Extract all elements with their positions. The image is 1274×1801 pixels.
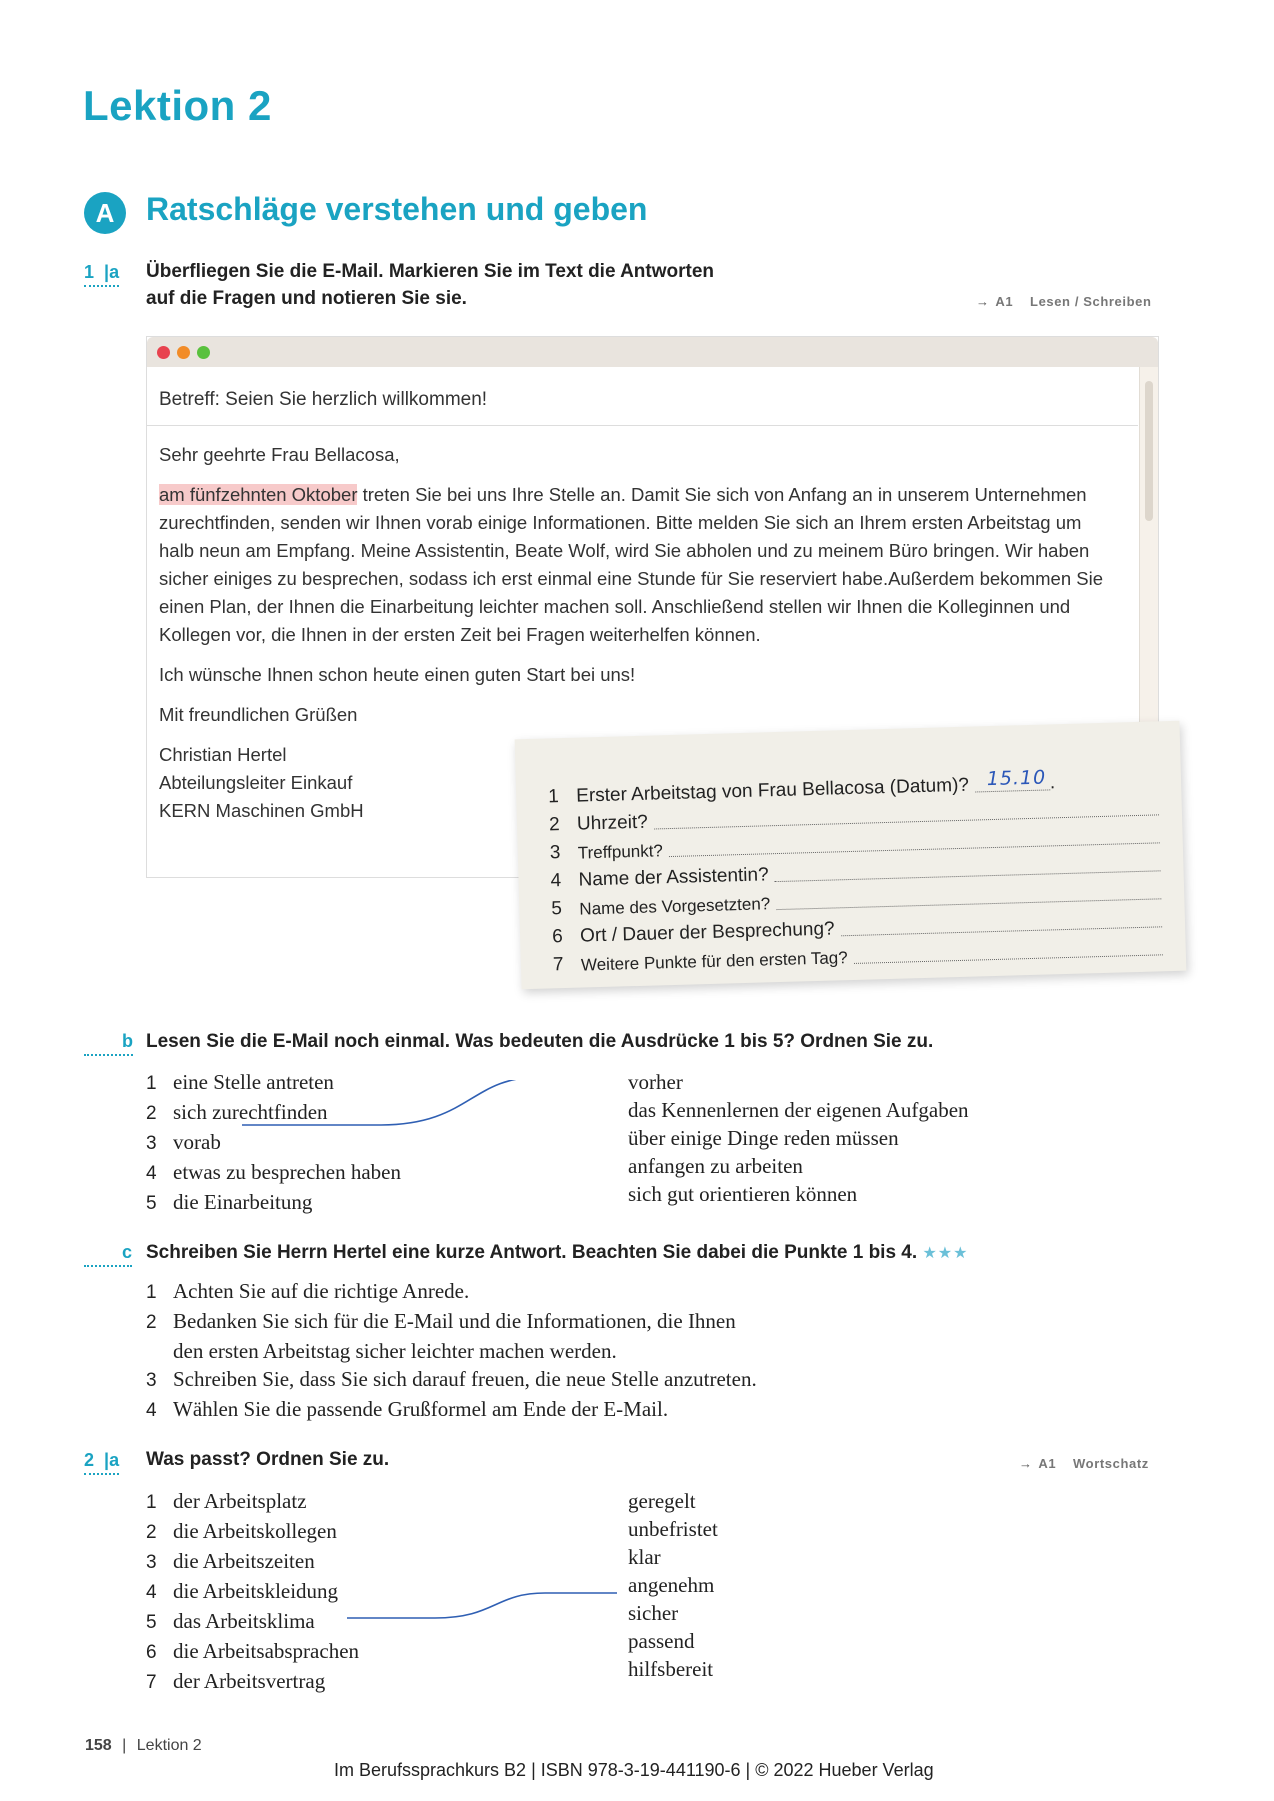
section-badge: A [84,192,126,234]
list-item: 3 Schreiben Sie, dass Sie sich darauf freuen, die neue Stelle anzutreten. [146,1367,757,1391]
footer-isbn: Im Berufssprachkurs B2 | ISBN 978-3-19-441190-6 | © 2022 Hueber Verlag [334,1760,934,1780]
list-item: 5 die Einarbeitung [146,1190,313,1214]
email-signature: Christian Hertel Abteilungsleiter Einkauf KERN Maschinen GmbH [159,744,364,821]
list-item: 2 die Arbeitskollegen [146,1519,337,1543]
list-item: hilfsbereit [628,1657,714,1681]
matching-line-1b [240,1080,630,1140]
note-item: 6 Ort / Dauer der Besprechung? [552,905,1162,948]
notes-card [515,721,1187,989]
list-item: anfangen zu arbeiten [628,1154,803,1178]
list-item: sicher [628,1601,679,1625]
minimize-dot-icon[interactable] [177,346,190,359]
list-item: 1 eine Stelle antreten [146,1070,334,1094]
handwritten-answer: 15.10 [986,766,1047,791]
list-item: 2 sich zurechtfinden [146,1100,328,1124]
list-item: 6 die Arbeitsabsprachen [146,1639,360,1663]
exercise-1c-number: c [84,1242,132,1263]
exercise-1b-number: b [84,1031,133,1052]
list-item: über einige Dinge reden müssen [628,1126,899,1150]
list-item: 5 das Arbeitsklima [146,1609,315,1633]
page-footer: 158 | Lektion 2 [85,1737,202,1754]
lesson-title: Lektion 2 [83,82,272,129]
exercise-1a-number: 1 |a [84,262,119,283]
email-greeting: Sehr geehrte Frau Bellacosa, [159,444,400,465]
exercise-1a-instruction: Überfliegen Sie die E-Mail. Markieren Sie im Text die Antworten auf die Fragen und notieren Sie sie. [146,261,715,309]
list-item: angenehm [628,1573,715,1597]
maximize-dot-icon[interactable] [197,346,210,359]
list-item: 3 die Arbeitszeiten [146,1549,315,1573]
list-item: sich gut orientieren können [628,1182,858,1206]
list-item: 4 etwas zu besprechen haben [146,1160,401,1184]
email-titlebar [147,337,1158,367]
list-item: den ersten Arbeitstag sicher leichter machen werden. [173,1339,617,1363]
list-item: 4 Wählen Sie die passende Grußformel am Ende der E-Mail. [146,1397,669,1421]
list-item: 1 Achten Sie auf die richtige Anrede. [146,1279,470,1303]
difficulty-stars-icon: ★★★ [922,1245,969,1262]
exercise-2a-number: 2 |a [84,1450,119,1471]
list-item: geregelt [628,1489,696,1513]
list-item: das Kennenlernen der eigenen Aufgaben [628,1098,969,1122]
note-item: 1 Erster Arbeitstag von Frau Bellacosa (Datum)? 15.10 . [547,766,1056,808]
footer-lesson: Lektion 2 [136,1737,202,1754]
list-item: 4 die Arbeitskleidung [146,1579,339,1603]
email-paragraph: am fünfzehnten Oktober treten Sie bei uns Ihre Stelle an. Damit Sie sich von Anfang an in unserem Unternehmen zurechtfinden, senden wir Ihnen vorab einige Informationen. Bitte melden Sie sich an Ihrem ersten Arbeitstag um halb neun am Empfang. Meine Assistentin, Beate Wolf, wird Sie abholen und zu meinem Büro bringen. Wir haben sicher einiges zu besprechen, sodass ich erst einmal eine Stunde für Sie reserviert habe.Außerdem bekommen Sie einen Plan, der Ihnen die Einarbeitung leichter machen soll. Anschließend stellen wir Ihnen die Kolleginnen und Kollegen vor, die Ihnen in der ersten Zeit bei Fragen weiterhelfen können. [159,484,1103,645]
note-item: 3 Treffpunkt? [549,821,1159,864]
exercise-1b-instruction: Lesen Sie die E-Mail noch einmal. Was bedeuten die Ausdrücke 1 bis 5? Ordnen Sie zu. [146,1031,934,1052]
exercise-2a-reference: → A1 Wortschatz [1019,1456,1149,1471]
exercise-2a-instruction: Was passt? Ordnen Sie zu. [146,1449,390,1470]
list-item: passend [628,1629,695,1653]
matching-line-2a [345,1583,620,1623]
email-wish: Ich wünsche Ihnen schon heute einen guten Start bei uns! [159,664,636,685]
list-item: 2 Bedanken Sie sich für die E-Mail und die Informationen, die Ihnen [146,1309,736,1333]
section-title: Ratschläge verstehen und geben [146,191,648,227]
exercise-2a-left-list [146,1487,359,1697]
exercise-1c-list [146,1277,757,1425]
email-divider [147,425,1138,426]
note-item: 7 Weitere Punkte für den ersten Tag? [553,933,1163,976]
page-number: 158 [85,1737,112,1754]
list-item: vorher [628,1070,683,1094]
email-scroll-thumb[interactable] [1145,381,1153,521]
note-item: 4 Name der Assistentin? [550,849,1160,892]
email-subject: Betreff: Seien Sie herzlich willkommen! [159,389,488,410]
list-item: 3 vorab [146,1130,221,1154]
list-item: 1 der Arbeitsplatz [146,1489,307,1513]
note-item: 2 Uhrzeit? [549,793,1159,836]
email-closing: Mit freundlichen Grüßen [159,704,358,725]
exercise-1c-instruction: Schreiben Sie Herrn Hertel eine kurze Antwort. Beachten Sie dabei die Punkte 1 bis 4. ★★★ [146,1242,969,1263]
note-item: 5 Name des Vorgesetzten? [551,877,1161,920]
list-item: 7 der Arbeitsvertrag [146,1669,326,1693]
exercise-1a-reference: → A1 Lesen / Schreiben [976,294,1152,309]
exercise-1b-right-list [628,1068,969,1208]
list-item: klar [628,1545,661,1569]
close-dot-icon[interactable] [157,346,170,359]
email-highlight: am fünfzehnten Oktober [159,484,358,505]
exercise-2a-right-list [628,1487,718,1683]
list-item: unbefristet [628,1517,718,1541]
